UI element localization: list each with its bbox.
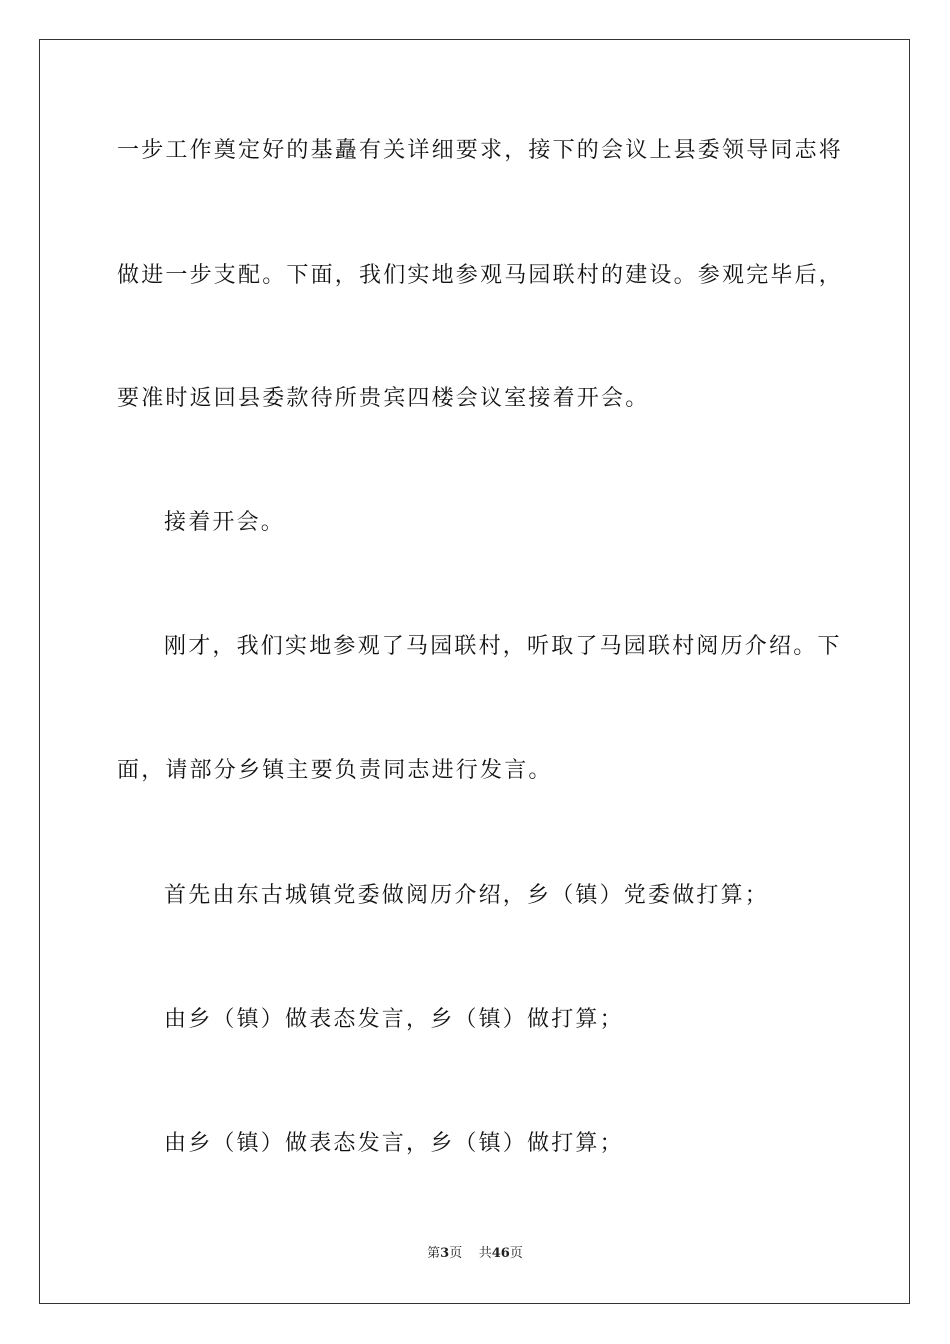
total-pages: 46: [491, 1246, 510, 1261]
paragraph-line: 由乡（镇）做表态发言，乡（镇）做打算；: [164, 1007, 624, 1032]
page-prefix: 第: [427, 1246, 441, 1261]
page-footer: [0, 1245, 950, 1263]
paragraph-line: 首先由东古城镇党委做阅历介绍，乡（镇）党委做打算；: [164, 883, 770, 908]
total-prefix: 共: [478, 1246, 492, 1261]
paragraph-line: 接着开会。: [164, 510, 286, 535]
total-suffix: 页: [509, 1246, 523, 1261]
page-number: 3: [440, 1246, 450, 1261]
paragraph-line: 刚才，我们实地参观了马园联村，听取了马园联村阅历介绍。下: [164, 634, 842, 659]
page-suffix: 页: [449, 1246, 463, 1261]
paragraph-line: 面，请部分乡镇主要负责同志进行发言。: [117, 758, 553, 783]
paragraph-line: 由乡（镇）做表态发言，乡（镇）做打算；: [164, 1131, 624, 1156]
page-border: [39, 39, 910, 1304]
paragraph-line: 要准时返回县委款待所贵宾四楼会议室接着开会。: [117, 386, 650, 411]
paragraph-line: 一步工作奠定好的基矗有关详细要求，接下的会议上县委领导同志将: [117, 138, 844, 163]
paragraph-line: 做进一步支配。下面，我们实地参观马园联村的建设。参观完毕后，: [117, 263, 844, 288]
